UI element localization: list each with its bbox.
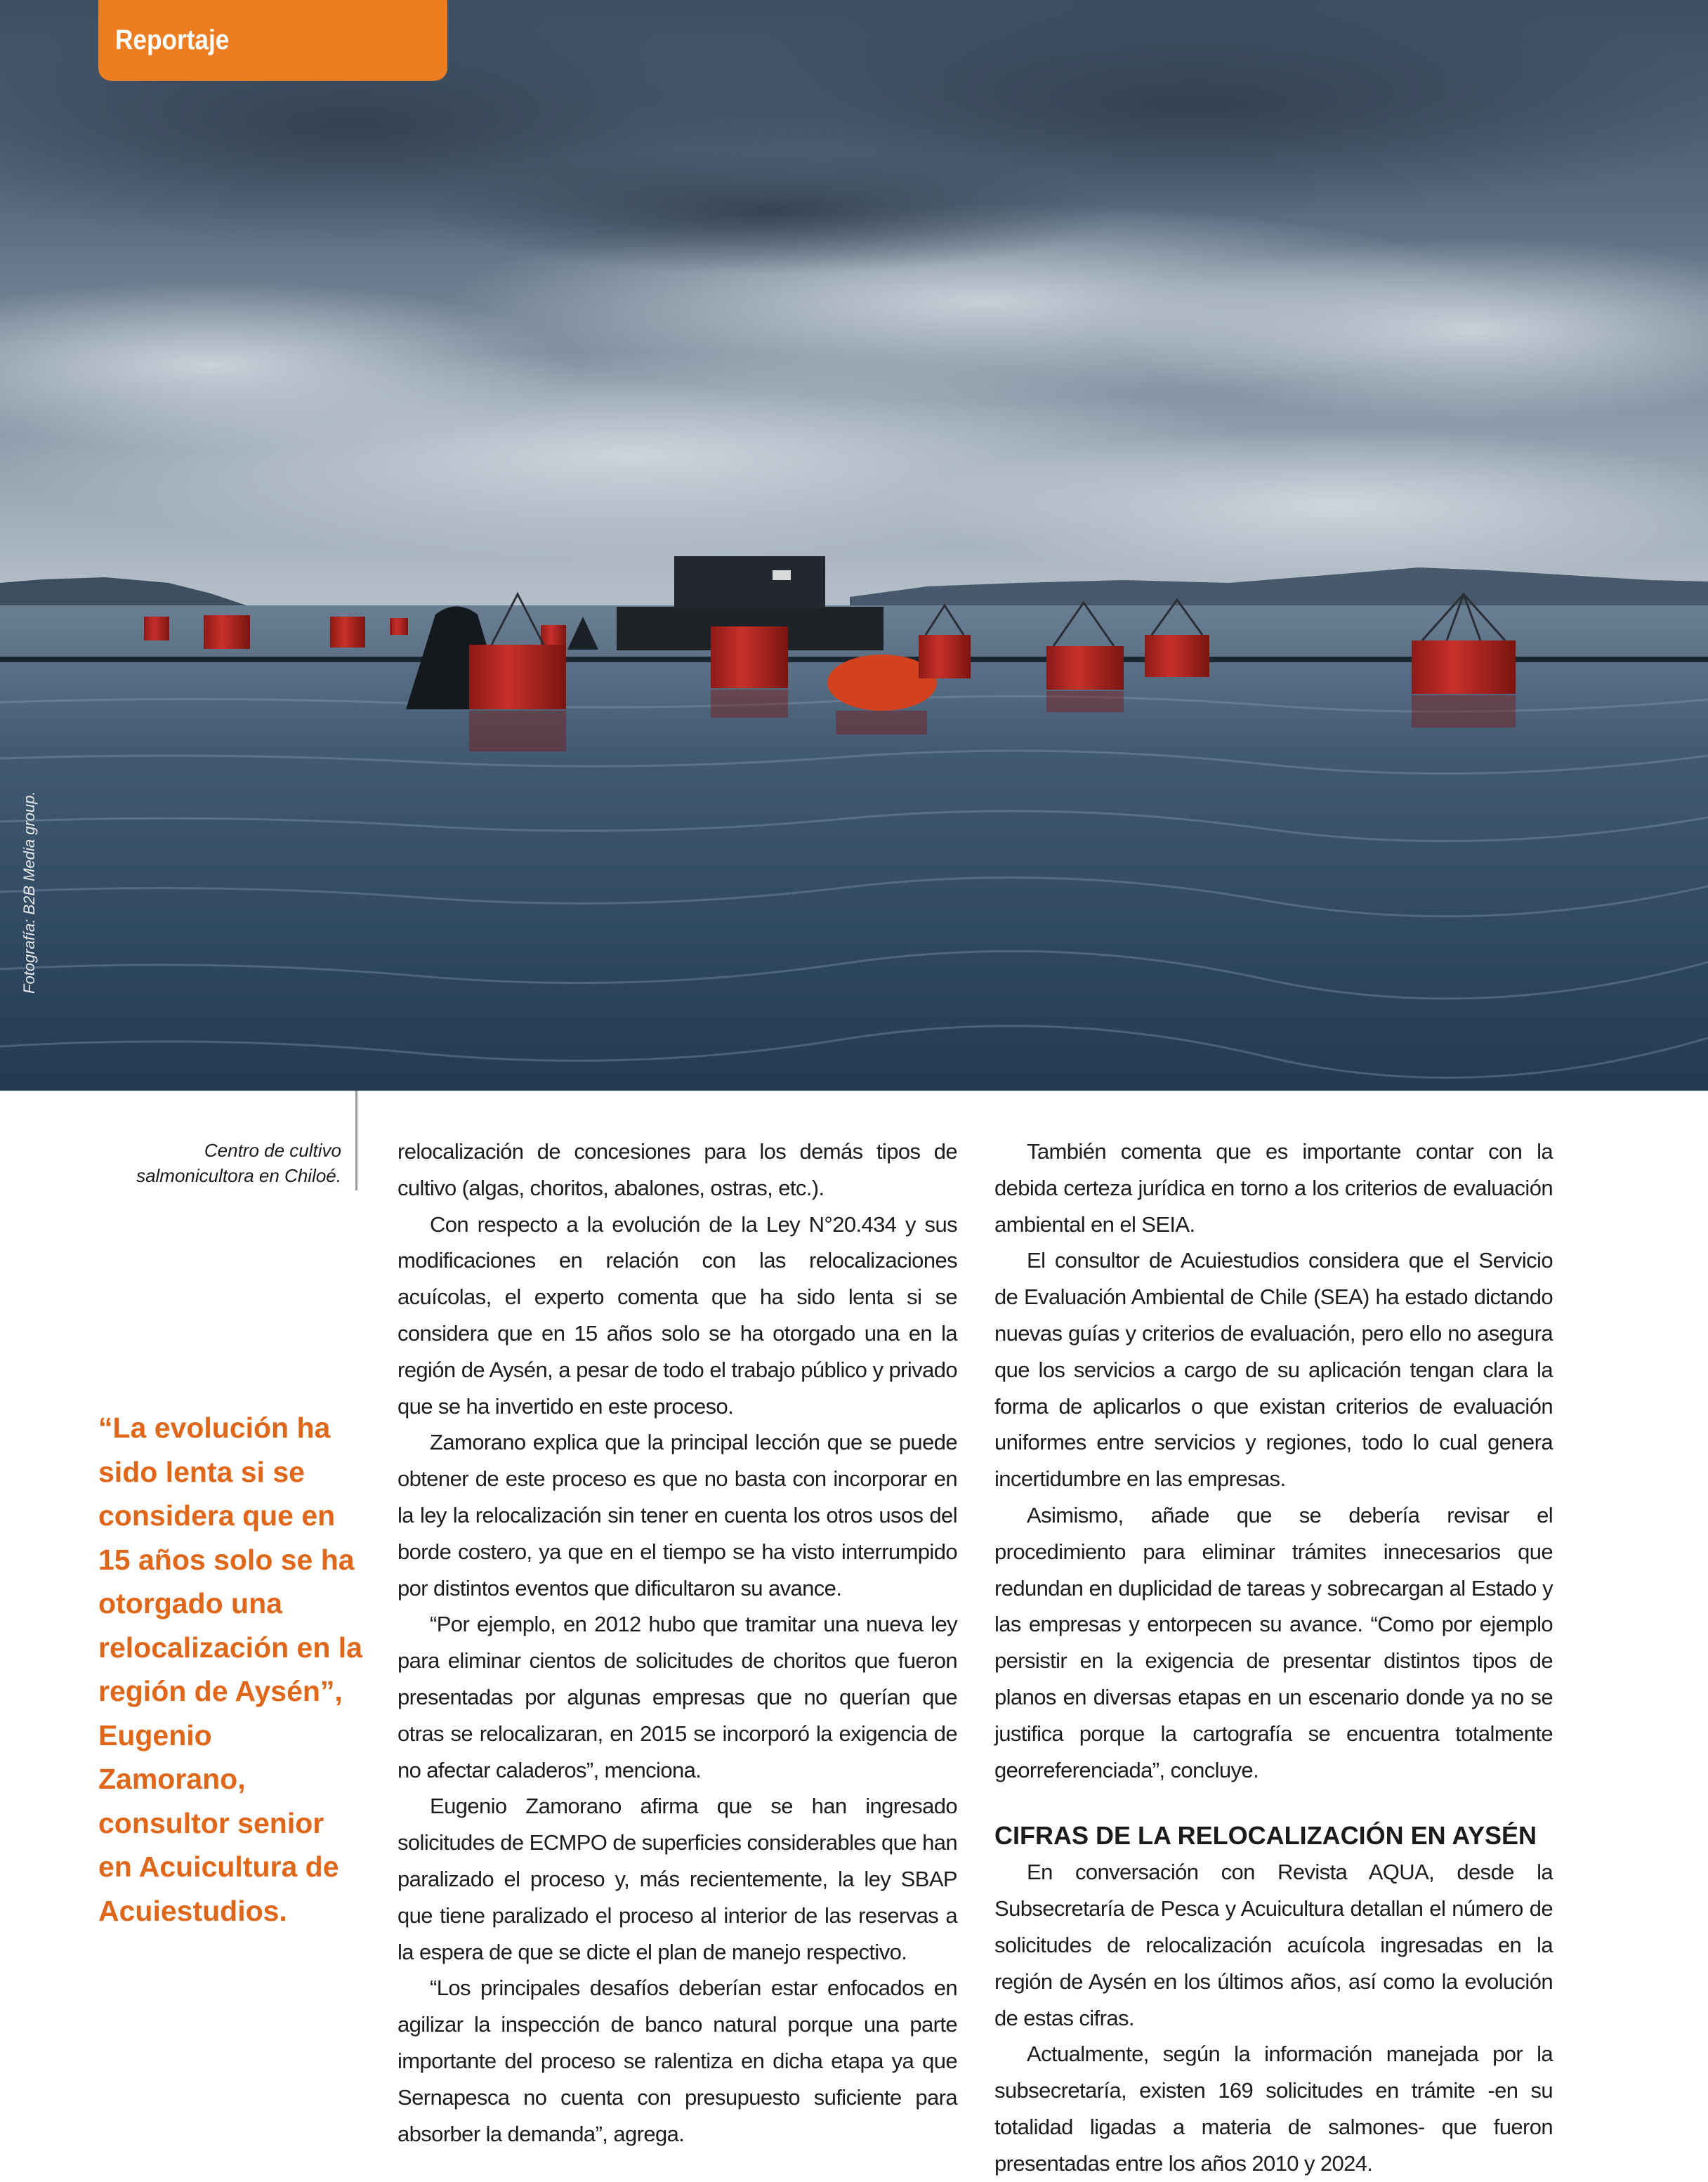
paragraph: Eugenio Zamorano afirma que se han ingresado solicitudes de ECMPO de superficies considerables que han paralizado el proceso y, más recientemente, la ley SBAP que tiene paralizado el proceso al interior de las reservas a la espera de que se dicte el plan de manejo respectivo.	[398, 1794, 957, 1964]
paragraph: Zamorano explica que la principal lección que se puede obtener de este proceso es que no basta con incorporar en la ley la relocalización sin tener en cuenta los otros usos del borde costero, ya que en el tiempo se ha visto interrumpido por distintos eventos que dificultaron su avance.	[398, 1430, 957, 1601]
paragraph: Con respecto a la evolución de la Ley N°20.434 y sus modificaciones en relación con las relocalizaciones acuícolas, el experto comenta que ha sido lenta si se considera que en 15 años solo se ha otorgado una en la región de Aysén, a pesar de todo el trabajo público y privado que se ha invertido en este proceso.	[398, 1211, 957, 1419]
paragraph: “Los principales desafíos deberían estar enfocados en agilizar la inspección de banco natural porque una parte importante del proceso se ralentiza en dicha etapa ya que Sernapesca no cuenta con presupuesto suficiente para absorber la demanda”, agrega.	[398, 1976, 957, 2146]
paragraph: También comenta que es importante contar con la debida certeza jurídica en torno a los criterios de evaluación ambiental en el SEIA.	[994, 1139, 1553, 1237]
section-label: Reportaje	[115, 25, 230, 55]
section-tab	[98, 0, 447, 81]
photo-caption: Centro de cultivo salmonicultora en Chiloé.	[136, 1140, 341, 1186]
paragraph: relocalización de concesiones para los demás tipos de cultivo (algas, choritos, abalones, ostras, etc.).	[398, 1139, 957, 1200]
article-column-right	[994, 1133, 1553, 2182]
section-heading: CIFRAS DE LA RELOCALIZACIÓN EN AYSÉN	[994, 1821, 1537, 1851]
caption-divider	[355, 1091, 357, 1190]
paragraph: El consultor de Acuiestudios considera que el Servicio de Evaluación Ambiental de Chile (SEA) ha estado dictando nuevas guías y criterios de evaluación, pero ello no asegura que los servicios a cargo de su aplicación tengan clara la forma de aplicarlos o que existan criterios de evaluación uniformes entre servicios y regiones, todo lo cual genera incertidumbre en las empresas.	[994, 1248, 1553, 1492]
paragraph: Actualmente, según la información manejada por la subsecretaría, existen 169 solicitudes en trámite -en su totalidad ligadas a materia de salmones- que fueron presentadas entre los años 2010 y 2024.	[994, 2042, 1553, 2176]
paragraph: “Por ejemplo, en 2012 hubo que tramitar una nueva ley para eliminar cientos de solicitudes de choritos que fueron presentadas por algunas empresas que no querían que otras se relocalizaran, en 2015 se incorporó la exigencia de no afectar caladeros”, menciona.	[398, 1612, 957, 1782]
article-column-middle	[398, 1133, 957, 2152]
pull-quote: “La evolución ha sido lenta si se considera que en 15 años solo se ha otorgado una relocalización en la región de Aysén”, Eugenio Zamorano, consultor senior en Acuicultura de Acuiestudios.	[98, 1412, 362, 1927]
paragraph: Asimismo, añade que se debería revisar el procedimiento para eliminar trámites innecesarios que redundan en duplicidad de tareas y sobrecargan al Estado y las empresas y entorpecen su avance. “Como por ejemplo persistir en la exigencia de presentar distintos tipos de planos en diversas etapas en un escenario donde ya no se justifica porque la cartografía se encuentra totalmente georreferenciada”, concluye.	[994, 1502, 1553, 1782]
photo-credit: Fotografía: B2B Media group.	[20, 791, 38, 994]
paragraph: En conversación con Revista AQUA, desde la Subsecretaría de Pesca y Acuicultura detallan el número de solicitudes de relocalización acuícola ingresadas en la región de Aysén en los últimos años, así como la evolución de estas cifras.	[994, 1860, 1553, 2030]
